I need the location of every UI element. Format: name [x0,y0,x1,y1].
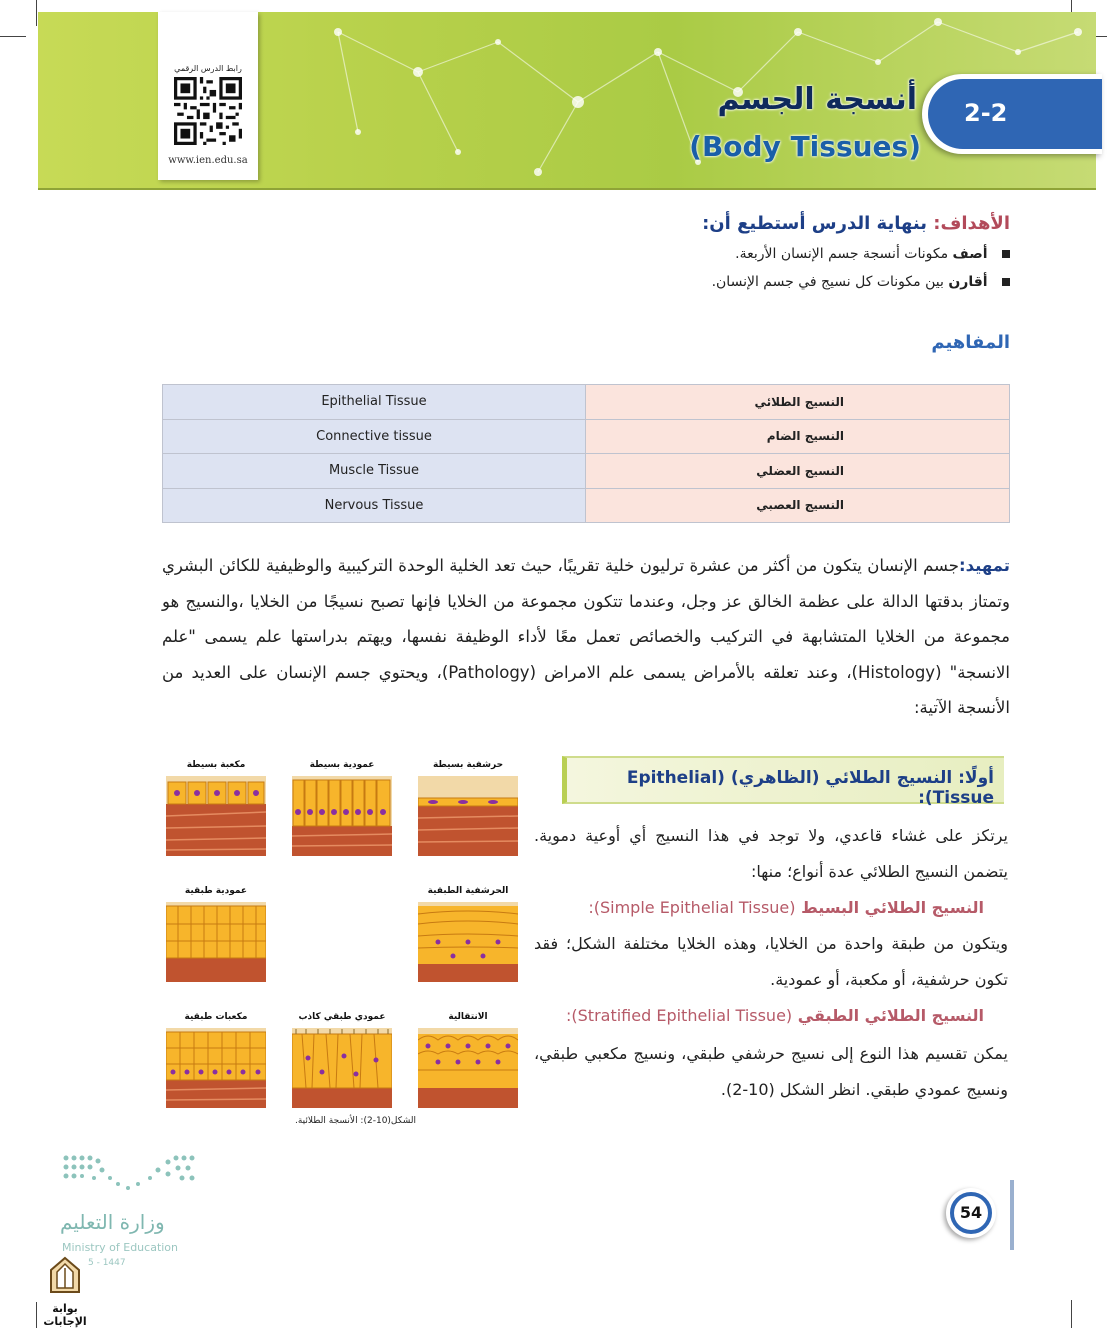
crop-mark [0,36,26,37]
objective-verb: أقارن [948,274,988,290]
tile-columnar-simple [292,760,392,856]
objectives-label: الأهداف: [933,213,1010,234]
table-row [163,454,1010,489]
intro-label: تمهيد: [958,556,1010,575]
section-paragraph: ويتكون من طبقة واحدة من الخلايا، وهذه الخلايا مختلفة الشكل؛ فقد تكون حرشفية، أو مكعبة، أو عمودية. [534,934,1008,989]
ministry-name-english: Ministry of Education [62,1241,179,1254]
crop-mark [36,0,37,26]
tile-transitional [418,1012,518,1108]
concept-english: Muscle Tissue [163,454,586,489]
page-number: 54 [950,1192,992,1234]
tile-label: عمودية طبقية [184,886,248,896]
concept-english: Connective tissue [163,419,586,454]
tile-label: عمودية بسيطة [309,760,375,770]
concept-english: Epithelial Tissue [163,385,586,420]
section-heading-epithelial: أولًا: النسيج الطلائي (الظاهري) (Epithelial Tissue): [562,756,1004,804]
subheading-english: (Simple Epithelial Tissue): [588,898,796,917]
section-paragraph: يرتكز على غشاء قاعدي، ولا توجد في هذا النسيج أي أوعية دموية. يتضمن النسيج الطلائي عدة أنواع؛ منها: [534,826,1008,881]
objective-item [410,274,1010,290]
tile-label: مكعبات طبقية [184,1012,248,1022]
section-paragraph: يمكن تقسيم هذا النوع إلى نسيج حرشفي طبقي، ونسيج مكعبي طبقي، ونسيج عمودي طبقي. انظر الشكل (10-2). [534,1044,1008,1099]
tile-pseudostratified [292,1012,392,1108]
concept-arabic: النسيج العضلي [586,454,1010,489]
ministry-year: 5 - 1447 [88,1258,126,1268]
concept-english: Nervous Tissue [163,488,586,523]
objective-verb: أصف [952,246,988,262]
page-number-badge [946,1188,996,1238]
table-row [163,385,1010,420]
chapter-number: 2-2 [964,99,1008,127]
concept-arabic: النسيج الضام [586,419,1010,454]
table-row [163,419,1010,454]
concepts-heading: المفاهيم [931,332,1010,353]
qr-url[interactable]: www.ien.edu.sa [168,155,248,166]
tile-label: الحرشفية الطبقية [427,886,509,896]
qr-caption: رابط الدرس الرقمي [174,64,242,73]
subheading-arabic: النسيج الطلائي الطبقي [797,1006,984,1025]
cuboidal-simple-illustration [166,776,266,856]
lesson-title-arabic: أنسجة الجسم [717,82,917,117]
intro-paragraph [162,548,1010,726]
subheading-arabic: النسيج الطلائي البسيط [801,898,984,917]
ministry-logo-dots [58,1152,208,1202]
concept-arabic: النسيج العصبي [586,488,1010,523]
tile-label: الانتقالية [448,1012,488,1022]
objectives-heading-text: بنهاية الدرس أستطيع أن: [702,213,927,234]
objectives-section [410,213,1010,290]
cuboidal-stratified-illustration [166,1028,266,1108]
table-row [163,488,1010,523]
tile-cuboidal-stratified [166,1012,266,1108]
squamous-stratified-illustration [418,902,518,982]
transitional-illustration [418,1028,518,1108]
columnar-simple-illustration [292,776,392,856]
concept-arabic: النسيج الطلائي [586,385,1010,420]
ministry-name-arabic: وزارة التعليم [60,1210,165,1234]
chapter-badge [922,74,1102,154]
watermark [30,1256,100,1328]
figure-caption: الشكل(10-2): الأنسجة الطلائية. [295,1116,416,1126]
objective-item [410,246,1010,262]
qr-code-icon[interactable] [174,77,242,145]
tile-label: مكعبة بسيطة [186,760,246,770]
pseudostratified-illustration [292,1028,392,1108]
tile-squamous-stratified [418,886,518,982]
objective-text: بين مكونات كل نسيج في جسم الإنسان. [711,274,944,290]
subheading-simple-epithelial [534,898,984,917]
lesson-title-english: (Body Tissues) [689,130,921,163]
lantern-logo-icon [45,1256,85,1296]
objectives-heading [410,213,1010,234]
columnar-stratified-illustration [166,902,266,982]
tile-label: عمودي طبقي كاذب [298,1012,386,1022]
concepts-table [162,384,1010,523]
squamous-simple-illustration [418,776,518,856]
intro-text: جسم الإنسان يتكون من أكثر من عشرة ترليون خلية تقريبًا، حيث تعد الخلية الوحدة التركيبية والوظيفية للكائن البشري وتمتاز بدقتها الدالة على عظمة الخالق عز وجل، وعندما تتكون مجموعة من الخلايا فإنها تصبح نسيجًا من الخلايا ،والنسيج هو مجموعة من الخلايا المتشابهة في التركيب والخصائص تعمل معًا لأداء الوظيفة نفسها، ويهتم بدراستها علم يسمى "علم الانسجة" (Histology)، وعند تعلقه بالأمراض يسمى علم الامراض (Pathology)، ويحتوي جسم الإنسان على العديد من الأنسجة الآتية: [162,556,1011,717]
page-edge-bar [1010,1180,1014,1250]
crop-mark [1071,1300,1072,1328]
qr-card[interactable] [158,12,258,180]
watermark-text: بوابة الإجابات [43,1302,87,1328]
tile-label: حرشفية بسيطة [432,760,504,770]
subheading-stratified-epithelial [534,1006,984,1025]
subheading-english: (Stratified Epithelial Tissue): [566,1006,793,1025]
objective-text: مكونات أنسجة جسم الإنسان الأربعة. [735,246,949,262]
bullet-square-icon [1002,250,1010,258]
tile-cuboidal-simple [166,760,266,856]
bullet-square-icon [1002,278,1010,286]
tile-columnar-stratified [166,886,266,982]
tile-squamous-simple [418,760,518,856]
